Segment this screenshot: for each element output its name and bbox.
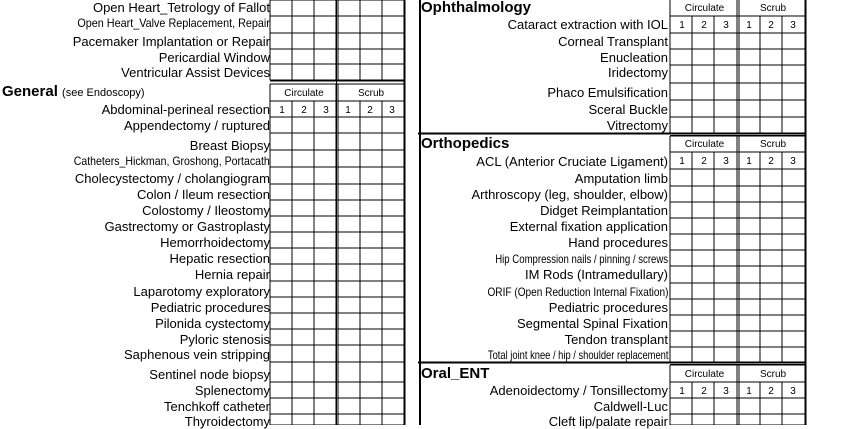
procedure-label: Hand procedures <box>568 235 668 250</box>
procedure-label: Hepatic resection <box>169 251 270 266</box>
num-header: 3 <box>389 105 395 116</box>
procedure-label: Pilonida cystectomy <box>155 316 270 331</box>
scrub-header: Scrub <box>759 139 787 150</box>
procedure-label: Hip Compression nails / pinning / screws <box>495 252 668 266</box>
circulate-header: Circulate <box>684 3 725 14</box>
num-header: 1 <box>679 156 685 167</box>
procedure-label: IM Rods (Intramedullary) <box>524 267 668 282</box>
num-header: 1 <box>746 386 752 397</box>
procedure-label: Cataract extraction with IOL <box>507 17 668 32</box>
procedure-label: External fixation application <box>509 219 668 234</box>
num-header: 1 <box>345 105 351 116</box>
procedure-label: Splenectomy <box>194 383 270 398</box>
num-header: 1 <box>746 156 752 167</box>
scrub-header: Scrub <box>759 369 787 380</box>
procedure-label: Saphenous vein stripping <box>124 347 270 362</box>
procedure-label: Cholecystectomy / cholangiogram <box>74 171 270 186</box>
num-header: 3 <box>723 156 729 167</box>
procedure-label: Arthroscopy (leg, shoulder, elbow) <box>471 187 668 202</box>
num-header: 3 <box>790 20 796 31</box>
procedure-label: Thyroidectomy <box>184 414 270 429</box>
procedure-label: Open Heart_Tetrology of Fallot <box>92 0 270 15</box>
left-panel <box>0 0 405 429</box>
procedure-label: Hemorrhoidectomy <box>160 235 270 250</box>
section-title-oral-ent: Oral_ENT <box>421 365 490 382</box>
procedure-label: Abdominal-perineal resection <box>101 102 270 117</box>
num-header: 2 <box>301 105 307 116</box>
section-title-orthopedics: Orthopedics <box>421 135 510 152</box>
num-header: 2 <box>768 156 774 167</box>
num-header: 2 <box>367 105 373 116</box>
procedure-label: Enucleation <box>600 50 668 65</box>
num-header: 2 <box>701 156 707 167</box>
num-header: 3 <box>723 20 729 31</box>
circulate-header: Circulate <box>684 369 725 380</box>
procedure-label: Pericardial Window <box>158 50 270 65</box>
procedure-label: Pyloric stenosis <box>179 332 270 347</box>
procedure-label: Vitrectomy <box>606 118 668 133</box>
procedure-label: Tendon transplant <box>564 332 668 347</box>
procedure-label: Caldwell-Luc <box>593 399 668 414</box>
procedure-label: Tenchkoff catheter <box>164 399 270 414</box>
general-rows <box>0 0 270 429</box>
num-header: 2 <box>768 20 774 31</box>
num-header: 1 <box>279 105 285 116</box>
procedure-label: Sentinel node biopsy <box>149 367 270 382</box>
num-header: 1 <box>746 20 752 31</box>
circulate-header: Circulate <box>284 88 324 99</box>
procedure-label: Breast Biopsy <box>189 138 270 153</box>
procedure-label: Didget Reimplantation <box>540 203 668 218</box>
procedure-label: ACL (Anterior Cruciate Ligament) <box>476 154 668 169</box>
section-title: General <box>2 83 58 100</box>
oral-ent-rows <box>408 0 668 429</box>
num-header: 2 <box>768 386 774 397</box>
procedure-label: Cleft lip/palate repair <box>548 414 668 429</box>
procedure-label: Iridectomy <box>608 65 668 80</box>
procedure-label: Pediatric procedures <box>150 300 270 315</box>
procedure-label: Amputation limb <box>574 171 668 186</box>
procedure-label: Laparotomy exploratory <box>133 284 270 299</box>
num-header: 1 <box>679 20 685 31</box>
right-panel <box>408 0 850 429</box>
procedure-label: Pediatric procedures <box>548 300 668 315</box>
num-header: 3 <box>723 386 729 397</box>
num-header: 2 <box>701 20 707 31</box>
section-title-ophthalmology: Ophthalmology <box>421 0 531 16</box>
procedure-label: Phaco Emulsification <box>547 85 668 100</box>
procedure-label: Adenoidectomy / Tonsillectomy <box>489 383 668 398</box>
procedure-label: Corneal Transplant <box>558 34 668 49</box>
procedure-label: ORIF (Open Reduction Internal Fixation) <box>487 285 668 299</box>
scrub-header: Scrub <box>759 3 787 14</box>
section-note: (see Endoscopy) <box>62 87 145 99</box>
procedure-label: Hernia repair <box>194 267 270 282</box>
procedure-label: Total joint knee / hip / shoulder replacement <box>487 348 668 362</box>
num-header: 3 <box>790 156 796 167</box>
procedure-label: Catheters_Hickman, Groshong, Portacath <box>73 154 270 168</box>
procedure-label: Sceral Buckle <box>588 102 668 117</box>
procedure-label: Gastrectomy or Gastroplasty <box>104 219 270 234</box>
num-header: 3 <box>323 105 329 116</box>
procedure-label: Segmental Spinal Fixation <box>516 316 668 331</box>
circulate-header: Circulate <box>684 139 725 150</box>
procedure-label: Colostomy / Ileostomy <box>142 203 270 218</box>
num-header: 1 <box>679 386 685 397</box>
num-header: 2 <box>701 386 707 397</box>
procedure-label: Pacemaker Implantation or Repair <box>72 34 270 49</box>
procedure-label: Appendectomy / ruptured <box>124 118 270 133</box>
scrub-header: Scrub <box>357 88 385 99</box>
num-header: 3 <box>790 386 796 397</box>
procedure-label: Open Heart_Valve Replacement, Repair <box>77 16 270 30</box>
procedure-label: Colon / Ileum resection <box>137 187 270 202</box>
procedure-label: Ventricular Assist Devices <box>121 65 270 80</box>
